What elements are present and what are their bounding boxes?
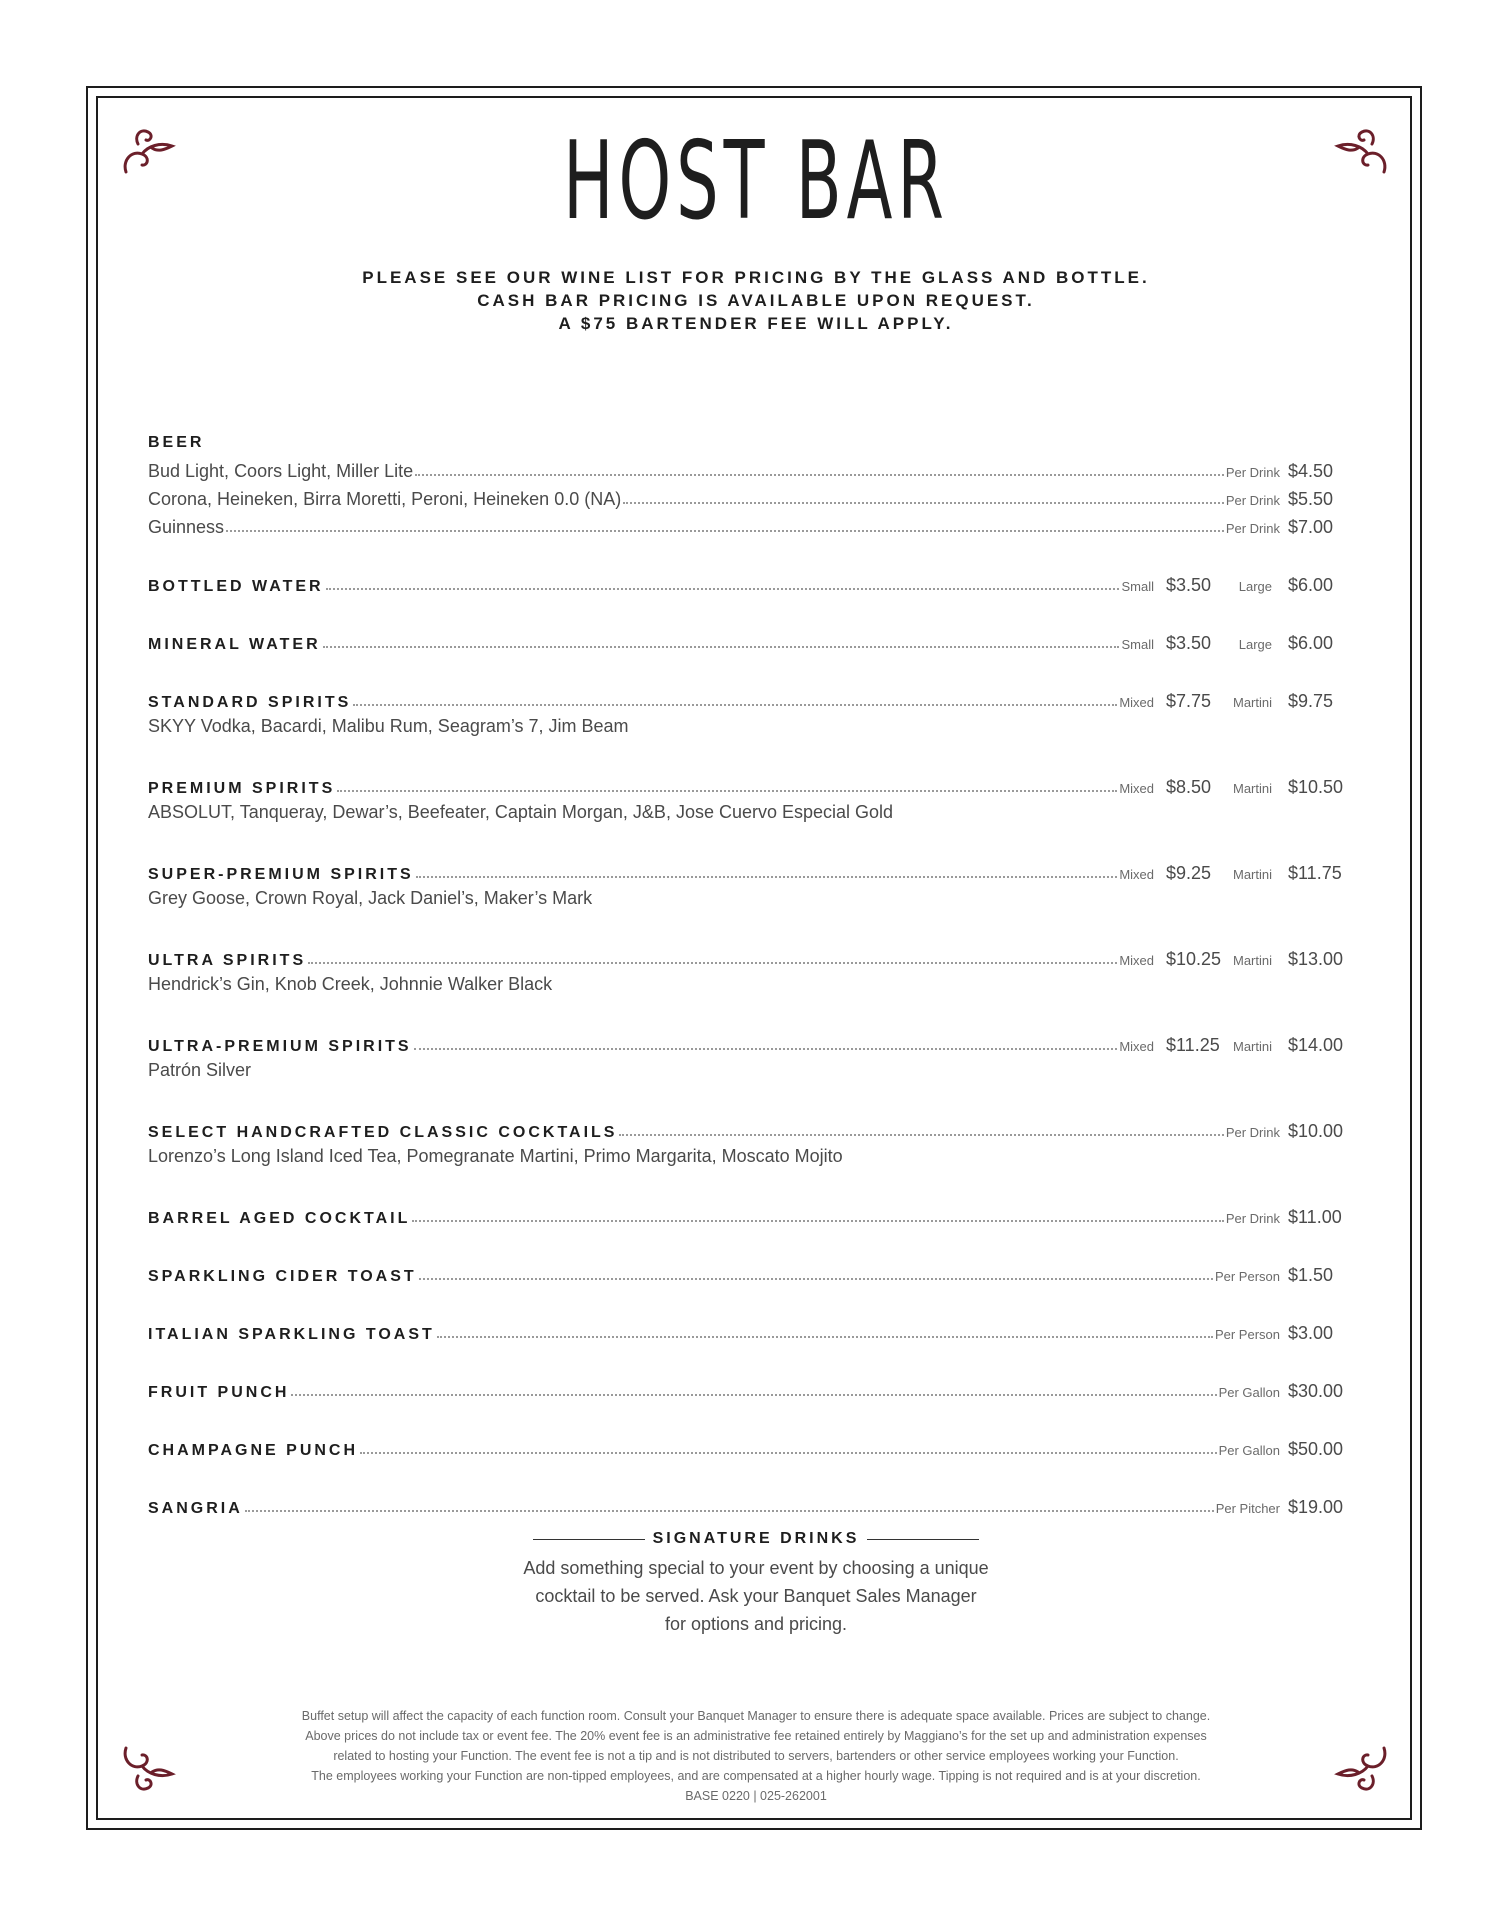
menu-item	[148, 684, 1360, 712]
item-price: $6.00	[1288, 575, 1334, 595]
menu-item	[148, 1114, 1360, 1142]
item-price: $30.00	[1288, 1381, 1344, 1401]
footer-code: BASE 0220 | 025-262001	[685, 1789, 827, 1803]
dot-leader	[245, 1510, 1214, 1512]
item-name: SELECT HANDCRAFTED CLASSIC COCKTAILS	[148, 1124, 618, 1141]
item-price: $11.00	[1288, 1207, 1342, 1227]
item-description: Patrón Silver	[148, 1060, 252, 1080]
item-description: SKYY Vodka, Bacardi, Malibu Rum, Seagram’s 7, Jim Beam	[148, 716, 629, 736]
item-unit: Mixed	[1119, 953, 1154, 968]
menu-item	[148, 626, 1360, 654]
flourish-icon	[118, 120, 178, 180]
item-unit: Per Drink	[1225, 1211, 1280, 1226]
item-price: $7.75	[1166, 691, 1212, 711]
menu-item	[148, 1432, 1360, 1460]
dot-leader	[414, 1048, 1118, 1050]
item-price: $4.50	[1288, 461, 1334, 481]
item-unit: Martini	[1232, 867, 1272, 882]
item-description: Lorenzo’s Long Island Iced Tea, Pomegranate Martini, Primo Margarita, Moscato Mojito	[148, 1146, 843, 1166]
item-unit: Per Pitcher	[1215, 1501, 1280, 1516]
footer-line: related to hosting your Function. The event fee is not a tip and is not distributed to servers, bartenders or other service employees working your Function.	[333, 1749, 1179, 1763]
item-unit: Per Person	[1214, 1327, 1280, 1342]
item-name: BOTTLED WATER	[148, 578, 324, 595]
menu-item	[148, 482, 1360, 510]
item-unit: Per Drink	[1225, 493, 1280, 508]
dot-leader	[415, 474, 1224, 476]
section-heading: SIGNATURE DRINKS	[652, 1530, 860, 1547]
item-unit: Per Gallon	[1218, 1443, 1280, 1458]
item-unit: Martini	[1232, 695, 1272, 710]
footer-line: Above prices do not include tax or event fee. The 20% event fee is an administrative fee retained entirely by Maggiano’s for the set up and administration expenses	[305, 1729, 1207, 1743]
item-price: $6.00	[1288, 633, 1334, 653]
dot-leader	[291, 1394, 1216, 1396]
item-unit: Per Person	[1214, 1269, 1280, 1284]
item-price: $10.00	[1288, 1121, 1344, 1141]
item-name: ULTRA-PREMIUM SPIRITS	[148, 1038, 412, 1055]
item-price: $13.00	[1288, 949, 1344, 969]
menu-item	[148, 568, 1360, 596]
item-name: BARREL AGED COCKTAIL	[148, 1210, 411, 1227]
item-price: $8.50	[1166, 777, 1212, 797]
dot-leader	[326, 588, 1120, 590]
item-name: Bud Light, Coors Light, Miller Lite	[148, 461, 414, 481]
item-unit: Large	[1238, 637, 1272, 652]
item-price: $11.75	[1288, 863, 1342, 883]
item-price: $3.00	[1288, 1323, 1334, 1343]
item-unit: Small	[1121, 579, 1154, 594]
item-unit: Mixed	[1119, 867, 1154, 882]
item-price: $9.75	[1288, 691, 1334, 711]
dot-leader	[360, 1452, 1217, 1454]
beer-heading: BEER	[148, 434, 205, 451]
divider	[533, 1539, 645, 1540]
subtitle-line: PLEASE SEE OUR WINE LIST FOR PRICING BY THE GLASS AND BOTTLE.	[362, 268, 1150, 287]
dot-leader	[337, 790, 1117, 792]
menu-list	[148, 434, 1360, 1518]
item-unit: Per Drink	[1225, 521, 1280, 536]
item-unit: Large	[1238, 579, 1272, 594]
item-price: $14.00	[1288, 1035, 1344, 1055]
dot-leader	[308, 962, 1117, 964]
item-unit: Per Gallon	[1218, 1385, 1280, 1400]
item-price: $10.50	[1288, 777, 1344, 797]
item-price: $1.50	[1288, 1265, 1334, 1285]
item-name: FRUIT PUNCH	[148, 1384, 290, 1401]
item-description: Grey Goose, Crown Royal, Jack Daniel’s, Maker’s Mark	[148, 888, 593, 908]
menu-item	[148, 1028, 1360, 1056]
item-price: $7.00	[1288, 517, 1334, 537]
menu-item	[148, 942, 1360, 970]
dot-leader	[412, 1220, 1223, 1222]
item-price: $19.00	[1288, 1497, 1344, 1517]
item-price: $11.25	[1166, 1035, 1220, 1055]
menu-item	[148, 1258, 1360, 1286]
menu-item	[148, 770, 1360, 798]
item-name: ITALIAN SPARKLING TOAST	[148, 1326, 435, 1343]
item-name: SPARKLING CIDER TOAST	[148, 1268, 417, 1285]
item-unit: Mixed	[1119, 781, 1154, 796]
item-description: ABSOLUT, Tanqueray, Dewar’s, Beefeater, Captain Morgan, J&B, Jose Cuervo Especial Gold	[148, 802, 894, 822]
item-price: $3.50	[1166, 575, 1212, 595]
menu-item	[148, 510, 1360, 538]
footer-disclaimer	[0, 1706, 1512, 1806]
item-price: $9.25	[1166, 863, 1212, 883]
item-price: $10.25	[1166, 949, 1222, 969]
menu-item	[148, 454, 1360, 482]
item-price: $3.50	[1166, 633, 1212, 653]
item-unit: Martini	[1232, 1039, 1272, 1054]
dot-leader	[226, 530, 1224, 532]
item-price: $5.50	[1288, 489, 1334, 509]
item-name: CHAMPAGNE PUNCH	[148, 1442, 359, 1459]
dot-leader	[619, 1134, 1223, 1136]
item-description: Hendrick’s Gin, Knob Creek, Johnnie Walker Black	[148, 974, 553, 994]
signature-drinks-section	[0, 1530, 1512, 1638]
page-title: HOST BAR	[563, 119, 949, 244]
signature-text-line: cocktail to be served. Ask your Banquet Sales Manager	[535, 1586, 977, 1606]
item-name: Guinness	[148, 517, 225, 537]
menu-item	[148, 1490, 1360, 1518]
flourish-icon	[1332, 120, 1392, 180]
signature-text-line: Add something special to your event by choosing a unique	[523, 1558, 989, 1578]
footer-line: The employees working your Function are non-tipped employees, and are compensated at a higher hourly wage. Tipping is not required and is at your discretion.	[311, 1769, 1201, 1783]
item-unit: Mixed	[1119, 695, 1154, 710]
item-price: $50.00	[1288, 1439, 1344, 1459]
dot-leader	[623, 502, 1224, 504]
item-name: MINERAL WATER	[148, 636, 321, 653]
footer-line: Buffet setup will affect the capacity of each function room. Consult your Banquet Manager to ensure there is adequate space available. Prices are subject to change.	[301, 1709, 1211, 1723]
item-name: ULTRA SPIRITS	[148, 952, 307, 969]
dot-leader	[416, 876, 1118, 878]
dot-leader	[353, 704, 1117, 706]
item-name: Corona, Heineken, Birra Moretti, Peroni, Heineken 0.0 (NA)	[148, 489, 622, 509]
item-name: SUPER-PREMIUM SPIRITS	[148, 866, 414, 883]
item-unit: Mixed	[1119, 1039, 1154, 1054]
subtitle-line: CASH BAR PRICING IS AVAILABLE UPON REQUEST.	[477, 291, 1035, 310]
item-unit: Per Drink	[1225, 1125, 1280, 1140]
menu-item	[148, 856, 1360, 884]
signature-text-line: for options and pricing.	[664, 1614, 848, 1634]
item-name: STANDARD SPIRITS	[148, 694, 352, 711]
item-unit: Per Drink	[1225, 465, 1280, 480]
dot-leader	[419, 1278, 1213, 1280]
menu-item	[148, 1316, 1360, 1344]
subtitle-line: A $75 BARTENDER FEE WILL APPLY.	[558, 314, 954, 333]
divider	[867, 1539, 979, 1540]
menu-item	[148, 1200, 1360, 1228]
dot-leader	[323, 646, 1120, 648]
menu-item	[148, 1374, 1360, 1402]
item-unit: Martini	[1232, 781, 1272, 796]
item-name: SANGRIA	[148, 1500, 243, 1517]
item-unit: Martini	[1232, 953, 1272, 968]
item-unit: Small	[1121, 637, 1154, 652]
subtitle	[0, 266, 1512, 335]
item-name: PREMIUM SPIRITS	[148, 780, 336, 797]
dot-leader	[437, 1336, 1213, 1338]
